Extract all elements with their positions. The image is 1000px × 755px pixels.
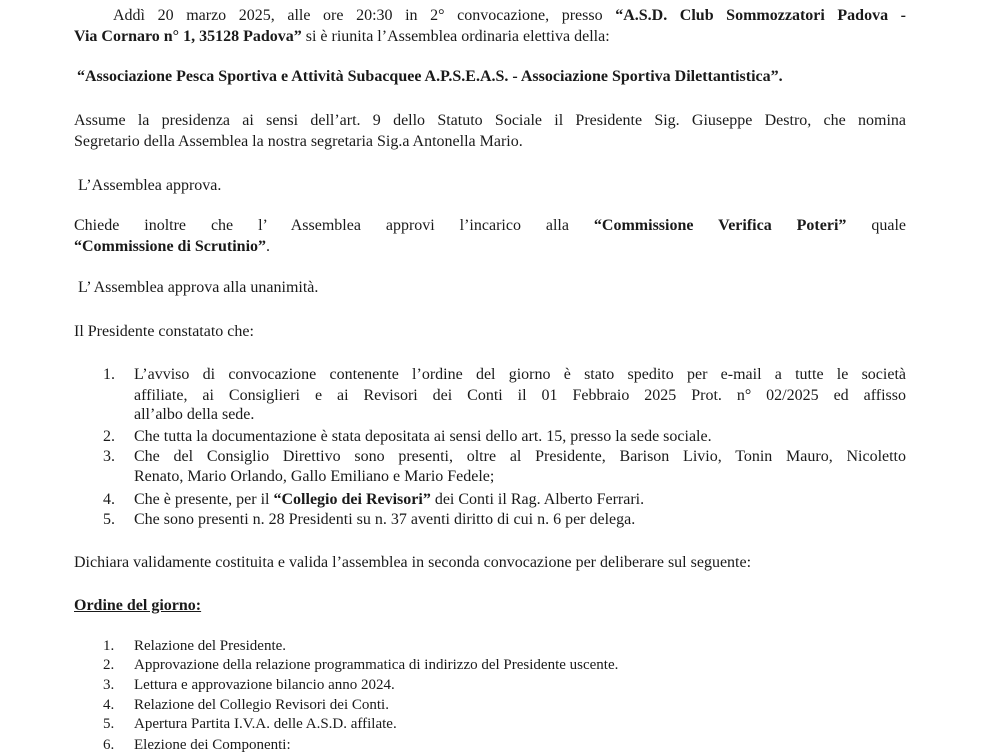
club-name: “A.S.D. Club Sommozzatori Padova - [615,7,907,24]
commission-scrutinio: “Commissione di Scrutinio” [74,238,267,255]
commission-verifica-poteri: “Commissione Verifica Poteri” [593,217,847,234]
document-page: Addì 20 marzo 2025, alle ore 20:30 in 2° convocazione, presso “A.S.D. Club Sommozzatori Padova - Via Cornaro n° 1, 35128 Padova” si è riunita l’Assemblea ordinaria elettiva della: “Associazione Pesca Sportiva e Attività Subacquee A.P.S.E.A.S. - Associazione Sportiva Dilettantistica”. Assume la presidenza ai sensi dell’art. 9 dello Statuto Sociale il Presidente Sig. Giuseppe Destro, che nomina Segretario della Assemblea la nostra segretaria Sig.a Antonella Mario. L’Assemblea approva. Chiede inoltre che l’ Assemblea approvi l’incarico alla “Commissione Verifica Poteri” quale “Commissione di Scrutinio”. L’ Assemblea approva alla unanimità. Il Presidente constatato che: 1. L’avviso di convocazione contenente l’ordine del giorno è stato spedito per e-mail a tutte le società affiliate, ai Consiglieri e ai Revisori dei Conti il 01 Febbraio 2025 Prot. n° 02/2025 ed affisso all’albo della sede. 2. Che tutta la documentazione è stata depositata ai sensi dello art. 15, presso la sede sociale. 3. Che del Consiglio Direttivo sono presenti, oltre al Presidente, Barison Livio, Tonin Mauro, Nicoletto Renato, Mario Orlando, Gallo Emiliano e Mario Fedele; 4. Che è presente, per il “Collegio dei Revisori” dei Conti il Rag. Alberto Ferrari. 5. Che sono presenti n. 28 Presidenti su n. 37 aventi diritto di cui n. 6 per delega. Dichiara validamente costituita e valida l’assemblea in seconda convocazione per deliberare sul seguente: Ordine del giorno: 1. Relazione del Presidente. 2. Approvazione della relazione programmatica di indirizzo del Presidente uscente. 3. Lettura e approvazione bilancio anno 2024. 4. Relazione del Collegio Revisori dei Conti. 5. Apertura Partita I.V.A. delle A.S.D. affilate. 6. Elezione dei Componenti: [74,7,907,753]
president-findings-intro: Il Presidente constatato che: [74,323,254,340]
intro-line-1 [113,6,906,26]
approval-statement: L’Assemblea approva. [78,177,222,194]
intro-text-2: si è riunita l’Assemblea ordinaria elettiva della: [301,28,610,45]
collegio-revisori: “Collegio dei Revisori” [273,491,431,508]
declaration: Dichiara validamente costituita e valida l’assemblea in seconda convocazione per deliberare sul seguente: [74,554,752,571]
commission-line-1: Chiede inoltre che l’ Assemblea approvi l’incarico alla “Commissione Verifica Poteri” quale [74,217,907,234]
presidency-line-2: Segretario della Assemblea la nostra segretaria Sig.a Antonella Mario. [74,133,523,150]
unanimous-approval: L’ Assemblea approva alla unanimità. [78,279,319,296]
association-name: “Associazione Pesca Sportiva e Attività Subacquee A.P.S.E.A.S. - Associazione Sportiva Dilettantistica”. [77,68,783,85]
agenda-title: Ordine del giorno: [74,597,202,614]
presidency-line-1: Assume la presidenza ai sensi dell’art. 9 dello Statuto Sociale il Presidente Sig. Giuseppe Destro, che nomina [74,112,906,129]
intro-line-2 [74,27,610,47]
club-address: Via Cornaro n° 1, 35128 Padova” [74,28,302,45]
intro-text: Addì 20 marzo 2025, alle ore 20:30 in 2° convocazione, presso [113,7,616,24]
commission-line-2: “Commissione di Scrutinio”. [74,238,271,255]
